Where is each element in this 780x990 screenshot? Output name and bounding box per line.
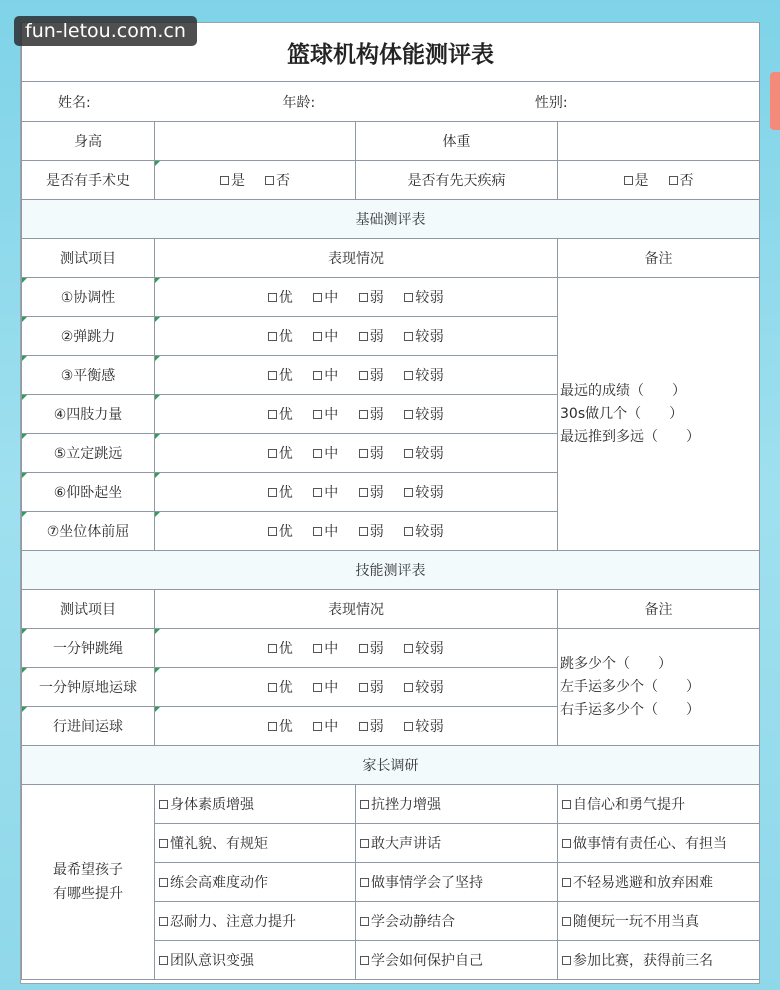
skill-col-item: 测试项目 xyxy=(22,590,155,629)
checkbox-icon xyxy=(313,527,322,536)
skill-item-label: 一分钟跳绳 xyxy=(22,629,155,668)
parent-option[interactable]: 抗挫力增强 xyxy=(356,785,558,824)
table-row xyxy=(22,785,760,824)
checkbox-icon xyxy=(313,488,322,497)
checkbox-icon xyxy=(220,176,229,185)
rating-option[interactable]: 弱 xyxy=(359,287,385,307)
basic-item-label: ③平衡感 xyxy=(22,356,155,395)
rating-option[interactable]: 优 xyxy=(268,287,294,307)
rating-option[interactable]: 较弱 xyxy=(404,287,444,307)
checkbox-icon xyxy=(404,722,413,731)
rating-option[interactable]: 较弱 xyxy=(404,482,444,502)
skill-section-title: 技能测评表 xyxy=(22,551,760,590)
age-label: 年龄: xyxy=(282,94,316,111)
personal-info-row xyxy=(22,82,760,122)
height-field[interactable] xyxy=(155,122,356,161)
basic-item-label: ⑦坐位体前屈 xyxy=(22,512,155,551)
parent-option[interactable]: 参加比赛，获得前三名 xyxy=(558,941,760,980)
parent-option[interactable]: 学会动静结合 xyxy=(356,902,558,941)
rating-option[interactable]: 弱 xyxy=(359,638,385,658)
checkbox-icon xyxy=(360,839,369,848)
skill-rating xyxy=(155,668,558,707)
rating-option[interactable]: 较弱 xyxy=(404,521,444,541)
watermark: fun-letou.com.cn xyxy=(14,16,197,46)
skill-item-label: 一分钟原地运球 xyxy=(22,668,155,707)
rating-option[interactable]: 优 xyxy=(268,404,294,424)
parent-option[interactable]: 练会高难度动作 xyxy=(155,863,356,902)
gender-label: 性别: xyxy=(534,94,568,111)
checkbox-icon xyxy=(159,917,168,926)
rating-option[interactable]: 弱 xyxy=(359,482,385,502)
checkbox-icon xyxy=(313,410,322,419)
rating-option[interactable]: 弱 xyxy=(359,521,385,541)
checkbox-icon xyxy=(404,683,413,692)
checkbox-icon xyxy=(313,722,322,731)
checkbox-icon xyxy=(404,410,413,419)
checkbox-icon xyxy=(404,371,413,380)
rating-option[interactable]: 优 xyxy=(268,365,294,385)
basic-col-note: 备注 xyxy=(558,239,760,278)
checkbox-icon xyxy=(562,917,571,926)
checkbox-icon xyxy=(404,488,413,497)
checkbox-icon xyxy=(313,332,322,341)
basic-col-item: 测试项目 xyxy=(22,239,155,278)
rating-option[interactable]: 中 xyxy=(313,716,339,736)
page-title: 篮球机构体能测评表 xyxy=(22,23,760,82)
rating-option[interactable]: 优 xyxy=(268,443,294,463)
side-tab-decoration xyxy=(770,72,780,130)
parent-option[interactable]: 敢大声讲话 xyxy=(356,824,558,863)
note-line: 最远的成绩（ ） xyxy=(560,382,686,399)
parent-section-title: 家长调研 xyxy=(22,746,760,785)
congenital-choice xyxy=(558,161,760,200)
checkbox-icon xyxy=(268,332,277,341)
rating-option[interactable]: 弱 xyxy=(359,365,385,385)
basic-section-title: 基础测评表 xyxy=(22,200,760,239)
rating-option[interactable]: 较弱 xyxy=(404,716,444,736)
basic-notes xyxy=(558,278,760,551)
checkbox-icon xyxy=(313,644,322,653)
parent-option[interactable]: 做事情学会了坚持 xyxy=(356,863,558,902)
skill-rating xyxy=(155,629,558,668)
rating-option[interactable]: 较弱 xyxy=(404,404,444,424)
form-table xyxy=(21,23,760,980)
parent-option[interactable]: 做事情有责任心、有担当 xyxy=(558,824,760,863)
checkbox-icon xyxy=(404,449,413,458)
checkbox-icon xyxy=(265,176,274,185)
rating-option[interactable]: 较弱 xyxy=(404,638,444,658)
rating-option[interactable]: 中 xyxy=(313,287,339,307)
weight-label: 体重 xyxy=(356,122,558,161)
rating-option[interactable]: 中 xyxy=(313,677,339,697)
basic-item-label: ④四肢力量 xyxy=(22,395,155,434)
rating-option[interactable]: 中 xyxy=(313,638,339,658)
name-label: 姓名: xyxy=(58,94,91,111)
checkbox-icon xyxy=(359,449,368,458)
rating-option[interactable]: 优 xyxy=(268,716,294,736)
checkbox-icon xyxy=(404,527,413,536)
skill-col-perf: 表现情况 xyxy=(155,590,558,629)
checkbox-icon xyxy=(359,410,368,419)
checkbox-icon xyxy=(562,956,571,965)
checkbox-icon xyxy=(268,293,277,302)
note-line: 右手运多少个（ ） xyxy=(560,701,700,718)
skill-notes xyxy=(558,629,760,746)
congenital-label: 是否有先天疾病 xyxy=(356,161,558,200)
basic-rating xyxy=(155,356,558,395)
checkbox-icon xyxy=(268,722,277,731)
note-line: 最远推到多远（ ） xyxy=(560,428,700,445)
rating-option[interactable]: 中 xyxy=(313,521,339,541)
rating-option[interactable]: 中 xyxy=(313,326,339,346)
basic-rating xyxy=(155,512,558,551)
rating-option[interactable]: 弱 xyxy=(359,404,385,424)
checkbox-icon xyxy=(359,683,368,692)
checkbox-icon xyxy=(268,527,277,536)
checkbox-icon xyxy=(360,917,369,926)
checkbox-icon xyxy=(359,644,368,653)
basic-rating xyxy=(155,473,558,512)
skill-col-note: 备注 xyxy=(558,590,760,629)
note-line: 跳多少个（ ） xyxy=(560,655,672,672)
checkbox-icon xyxy=(404,332,413,341)
parent-option[interactable]: 不轻易逃避和放弃困难 xyxy=(558,863,760,902)
basic-rating xyxy=(155,278,558,317)
checkbox-icon xyxy=(159,800,168,809)
rating-option[interactable]: 中 xyxy=(313,404,339,424)
parent-option[interactable]: 学会如何保护自己 xyxy=(356,941,558,980)
rating-option[interactable]: 优 xyxy=(268,677,294,697)
checkbox-icon xyxy=(359,722,368,731)
checkbox-icon xyxy=(360,956,369,965)
basic-col-perf: 表现情况 xyxy=(155,239,558,278)
basic-rating xyxy=(155,434,558,473)
checkbox-icon xyxy=(268,644,277,653)
checkbox-icon xyxy=(404,644,413,653)
checkbox-icon xyxy=(268,371,277,380)
height-label: 身高 xyxy=(22,122,155,161)
basic-rating xyxy=(155,395,558,434)
checkbox-icon xyxy=(562,839,571,848)
checkbox-icon xyxy=(359,527,368,536)
basic-item-label: ⑤立定跳远 xyxy=(22,434,155,473)
checkbox-icon xyxy=(359,371,368,380)
parent-option[interactable]: 自信心和勇气提升 xyxy=(558,785,760,824)
rating-option[interactable]: 优 xyxy=(268,482,294,502)
parent-option[interactable]: 忍耐力、注意力提升 xyxy=(155,902,356,941)
skill-rating xyxy=(155,707,558,746)
checkbox-icon xyxy=(624,176,633,185)
congenital-yes-option[interactable]: 是 xyxy=(624,170,649,190)
surgery-choice xyxy=(155,161,356,200)
rating-option[interactable]: 弱 xyxy=(359,716,385,736)
checkbox-icon xyxy=(359,293,368,302)
basic-item-label: ①协调性 xyxy=(22,278,155,317)
surgery-no-option[interactable]: 否 xyxy=(265,170,290,190)
rating-option[interactable]: 优 xyxy=(268,638,294,658)
note-line: 左手运多少个（ ） xyxy=(560,678,700,695)
parent-option[interactable]: 身体素质增强 xyxy=(155,785,356,824)
checkbox-icon xyxy=(360,800,369,809)
parent-option[interactable]: 懂礼貌、有规矩 xyxy=(155,824,356,863)
surgery-yes-option[interactable]: 是 xyxy=(220,170,245,190)
parent-option[interactable]: 随便玩一玩不用当真 xyxy=(558,902,760,941)
rating-option[interactable]: 弱 xyxy=(359,326,385,346)
parent-question: 最希望孩子 有哪些提升 xyxy=(22,785,155,980)
rating-option[interactable]: 较弱 xyxy=(404,443,444,463)
checkbox-icon xyxy=(268,683,277,692)
checkbox-icon xyxy=(268,488,277,497)
checkbox-icon xyxy=(268,449,277,458)
rating-option[interactable]: 弱 xyxy=(359,443,385,463)
checkbox-icon xyxy=(313,683,322,692)
checkbox-icon xyxy=(268,410,277,419)
table-row xyxy=(22,629,760,668)
parent-option[interactable]: 团队意识变强 xyxy=(155,941,356,980)
basic-rating xyxy=(155,317,558,356)
checkbox-icon xyxy=(313,371,322,380)
rating-option[interactable]: 优 xyxy=(268,521,294,541)
checkbox-icon xyxy=(159,956,168,965)
checkbox-icon xyxy=(562,800,571,809)
checkbox-icon xyxy=(159,839,168,848)
basic-item-label: ②弹跳力 xyxy=(22,317,155,356)
checkbox-icon xyxy=(159,878,168,887)
checkbox-icon xyxy=(359,488,368,497)
checkbox-icon xyxy=(313,293,322,302)
rating-option[interactable]: 中 xyxy=(313,443,339,463)
rating-option[interactable]: 较弱 xyxy=(404,365,444,385)
assessment-form xyxy=(20,22,760,984)
skill-item-label: 行进间运球 xyxy=(22,707,155,746)
note-line: 30s做几个（ ） xyxy=(560,405,684,422)
checkbox-icon xyxy=(562,878,571,887)
checkbox-icon xyxy=(360,878,369,887)
table-row xyxy=(22,278,760,317)
rating-option[interactable]: 中 xyxy=(313,365,339,385)
rating-option[interactable]: 中 xyxy=(313,482,339,502)
surgery-label: 是否有手术史 xyxy=(22,161,155,200)
rating-option[interactable]: 较弱 xyxy=(404,677,444,697)
checkbox-icon xyxy=(669,176,678,185)
rating-option[interactable]: 弱 xyxy=(359,677,385,697)
checkbox-icon xyxy=(404,293,413,302)
weight-field[interactable] xyxy=(558,122,760,161)
rating-option[interactable]: 优 xyxy=(268,326,294,346)
basic-item-label: ⑥仰卧起坐 xyxy=(22,473,155,512)
congenital-no-option[interactable]: 否 xyxy=(669,170,694,190)
checkbox-icon xyxy=(313,449,322,458)
checkbox-icon xyxy=(359,332,368,341)
rating-option[interactable]: 较弱 xyxy=(404,326,444,346)
